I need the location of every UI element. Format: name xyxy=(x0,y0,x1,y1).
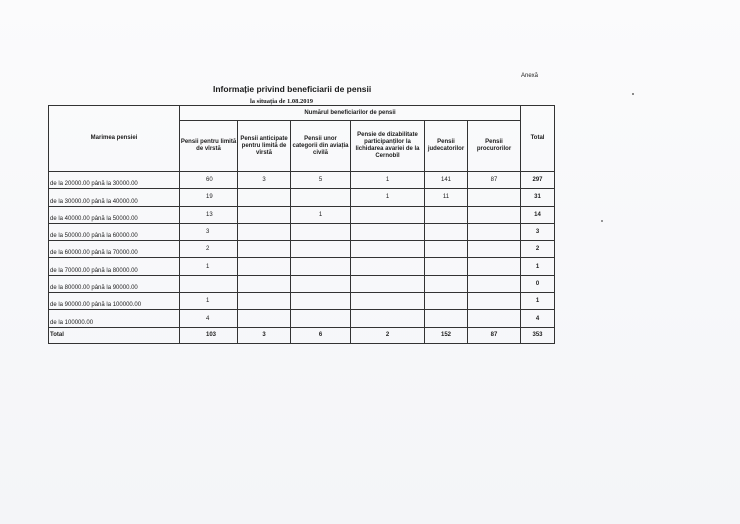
early-age-count-cell xyxy=(238,206,291,223)
pension-range-cell: de la 90000.00 până la 100000.00 xyxy=(49,293,180,310)
row-total-cell: 0 xyxy=(521,275,555,292)
pension-range-cell: de la 100000.00 xyxy=(49,310,180,327)
prosecutors-count-cell xyxy=(468,258,521,275)
civil-aviation-count-cell xyxy=(291,310,351,327)
pension-range-cell: de la 50000.00 până la 60000.00 xyxy=(49,223,180,240)
column-total-cell: 2 xyxy=(351,327,425,343)
prosecutors-count-cell: 87 xyxy=(468,172,521,189)
prosecutors-count-cell xyxy=(468,310,521,327)
early-age-count-cell xyxy=(238,241,291,258)
prosecutors-count-cell xyxy=(468,275,521,292)
prosecutors-count-cell xyxy=(468,189,521,206)
table-row xyxy=(49,241,555,258)
judges-count-cell xyxy=(425,241,468,258)
scan-speck xyxy=(632,93,634,95)
chernobyl-count-cell xyxy=(351,223,425,240)
judges-count-cell xyxy=(425,293,468,310)
row-total-cell: 31 xyxy=(521,189,555,206)
document-title: Informație privind beneficiarii de pensii xyxy=(213,84,372,94)
civil-aviation-count-cell xyxy=(291,241,351,258)
column-total-cell: 3 xyxy=(238,327,291,343)
prosecutors-count-cell xyxy=(468,223,521,240)
civil-aviation-count-cell xyxy=(291,293,351,310)
header-civil-aviation-pensions: Pensii unor categorii din aviația civilă xyxy=(291,121,351,172)
age-limit-count-cell: 1 xyxy=(180,293,238,310)
header-age-limit-pensions: Pensii pentru limită de vîrstă xyxy=(180,121,238,172)
column-total-cell: 87 xyxy=(468,327,521,343)
scan-speck xyxy=(601,220,603,222)
pension-table xyxy=(48,105,555,344)
age-limit-count-cell: 19 xyxy=(180,189,238,206)
table-row xyxy=(49,258,555,275)
row-total-cell: 4 xyxy=(521,310,555,327)
table-row xyxy=(49,172,555,189)
civil-aviation-count-cell xyxy=(291,189,351,206)
civil-aviation-count-cell: 5 xyxy=(291,172,351,189)
judges-count-cell: 11 xyxy=(425,189,468,206)
pension-range-cell: de la 60000.00 până la 70000.00 xyxy=(49,241,180,258)
early-age-count-cell xyxy=(238,310,291,327)
judges-count-cell xyxy=(425,258,468,275)
row-total-cell: 2 xyxy=(521,241,555,258)
early-age-count-cell xyxy=(238,258,291,275)
header-chernobyl-disability-pensions: Pensie de dizabilitate participanților la lichidarea avariei de la Cernobîl xyxy=(351,121,425,172)
column-total-cell: 152 xyxy=(425,327,468,343)
table-row xyxy=(49,275,555,292)
table-row xyxy=(49,223,555,240)
prosecutors-count-cell xyxy=(468,293,521,310)
judges-count-cell xyxy=(425,206,468,223)
age-limit-count-cell xyxy=(180,275,238,292)
early-age-count-cell xyxy=(238,189,291,206)
age-limit-count-cell: 1 xyxy=(180,258,238,275)
row-total-cell: 1 xyxy=(521,258,555,275)
header-prosecutors-pensions: Pensii procurorilor xyxy=(468,121,521,172)
table-row xyxy=(49,206,555,223)
age-limit-count-cell: 4 xyxy=(180,310,238,327)
civil-aviation-count-cell: 1 xyxy=(291,206,351,223)
row-total-cell: 3 xyxy=(521,223,555,240)
table-row xyxy=(49,293,555,310)
chernobyl-count-cell xyxy=(351,241,425,258)
chernobyl-count-cell xyxy=(351,293,425,310)
civil-aviation-count-cell xyxy=(291,275,351,292)
totals-label: Total xyxy=(49,327,180,343)
early-age-count-cell xyxy=(238,223,291,240)
age-limit-count-cell: 60 xyxy=(180,172,238,189)
header-early-age-pensions: Pensii anticipate pentru limită de vîrstă xyxy=(238,121,291,172)
chernobyl-count-cell: 1 xyxy=(351,172,425,189)
prosecutors-count-cell xyxy=(468,241,521,258)
header-beneficiaries-group: Numărul beneficiarilor de pensii xyxy=(180,106,521,121)
pension-range-cell: de la 30000.00 până la 40000.00 xyxy=(49,189,180,206)
annex-label: Anexă xyxy=(521,73,539,79)
row-total-cell: 14 xyxy=(521,206,555,223)
pension-range-cell: de la 40000.00 până la 50000.00 xyxy=(49,206,180,223)
judges-count-cell xyxy=(425,310,468,327)
early-age-count-cell: 3 xyxy=(238,172,291,189)
chernobyl-count-cell xyxy=(351,258,425,275)
judges-count-cell: 141 xyxy=(425,172,468,189)
civil-aviation-count-cell xyxy=(291,258,351,275)
pension-range-cell: de la 20000.00 până la 30000.00 xyxy=(49,172,180,189)
judges-count-cell xyxy=(425,275,468,292)
chernobyl-count-cell xyxy=(351,310,425,327)
header-total: Total xyxy=(521,106,555,172)
grand-total-cell: 353 xyxy=(521,327,555,343)
prosecutors-count-cell xyxy=(468,206,521,223)
early-age-count-cell xyxy=(238,293,291,310)
age-limit-count-cell: 13 xyxy=(180,206,238,223)
column-total-cell: 103 xyxy=(180,327,238,343)
totals-row xyxy=(49,327,555,343)
column-total-cell: 6 xyxy=(291,327,351,343)
chernobyl-count-cell xyxy=(351,275,425,292)
civil-aviation-count-cell xyxy=(291,223,351,240)
table-row xyxy=(49,310,555,327)
pension-range-cell: de la 80000.00 până la 90000.00 xyxy=(49,275,180,292)
header-pension-size: Marimea pensiei xyxy=(49,106,180,172)
early-age-count-cell xyxy=(238,275,291,292)
age-limit-count-cell: 2 xyxy=(180,241,238,258)
header-judges-pensions: Pensii judecatorilor xyxy=(425,121,468,172)
row-total-cell: 1 xyxy=(521,293,555,310)
judges-count-cell xyxy=(425,223,468,240)
table-row xyxy=(49,189,555,206)
pension-range-cell: de la 70000.00 până la 80000.00 xyxy=(49,258,180,275)
chernobyl-count-cell xyxy=(351,206,425,223)
document-subtitle: la situația de 1.08.2019 xyxy=(250,98,314,105)
row-total-cell: 297 xyxy=(521,172,555,189)
age-limit-count-cell: 3 xyxy=(180,223,238,240)
chernobyl-count-cell: 1 xyxy=(351,189,425,206)
